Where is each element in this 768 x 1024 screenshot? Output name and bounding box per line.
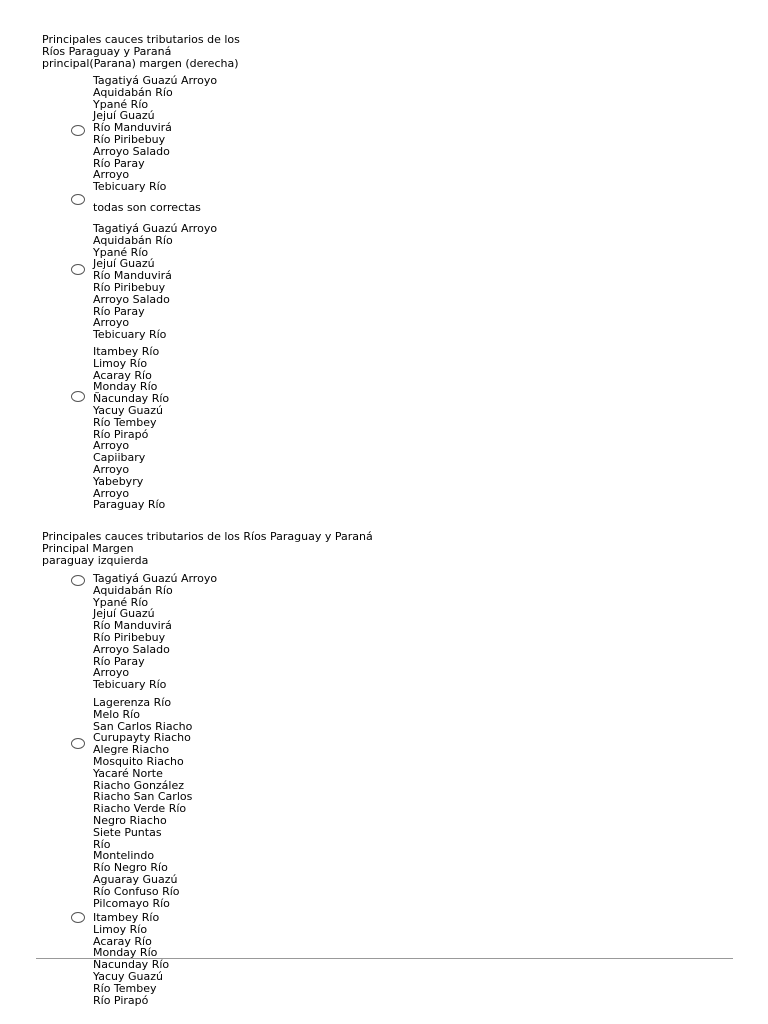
question-2-line-2: Principal Margen [42, 541, 134, 555]
question-1-line-3: principal(Parana) margen (derecha) [42, 56, 239, 70]
q1-option-1-text: Tagatiyá Guazú Arroyo Aquidabán Río Ypané Río Jejuí Guazú Río Manduvirá Río Piribebuy Arroyo Salado Río Paray Arroyo Tebicuary Río [93, 74, 218, 194]
question-1-line-1: Principales cauces tributarios de los [42, 33, 240, 46]
q1-option-2-text: todas son correctas [93, 201, 201, 214]
q2-option-1-radio[interactable] [71, 575, 85, 586]
q1-option-2-radio[interactable] [71, 194, 85, 205]
q1-option-4-radio[interactable] [71, 391, 85, 402]
q1-option-3-text: Tagatiyá Guazú Arroyo Aquidabán Río Ypané Río Jejuí Guazú Río Manduvirá Río Piribebuy Arroyo Salado Río Paray Arroyo Tebicuary Río [93, 222, 218, 342]
q1-option-3-radio[interactable] [71, 264, 85, 275]
question-2-line-1: Principales cauces tributarios de los Ríos Paraguay y Paraná [42, 530, 373, 543]
q2-option-2-radio[interactable] [71, 738, 85, 749]
q1-option-1-radio[interactable] [71, 125, 85, 136]
q2-option-3-text: Itambey Río Limoy Río Acaray Río Monday Río Ñacunday Río Yacuy Guazú Río Tembey Río Pirapó [93, 911, 170, 1007]
question-2-line-3: paraguay izquierda [42, 553, 149, 567]
question-1-line-2: Ríos Paraguay y Paraná [42, 44, 172, 58]
q1-option-4-text: Itambey Río Limoy Río Acaray Río Monday Río Ñacunday Río Yacuy Guazú Río Tembey Río Pirapó Arroyo Capiibary Arroyo Yabebyry Arroyo Paraguay Río [93, 345, 170, 512]
page-divider [36, 958, 733, 959]
q2-option-2-text: Lagerenza Río Melo Río San Carlos Riacho Curupayty Riacho Alegre Riacho Mosquito Riacho Yacaré Norte Riacho González Riacho San Carlos Riacho Verde Río Negro Riacho Siete Puntas Río Montelindo Río Negro Río Aguaray Guazú Río Confuso Río Pilcomayo Río [93, 696, 193, 910]
q2-option-1-text: Tagatiyá Guazú Arroyo Aquidabán Río Ypané Río Jejuí Guazú Río Manduvirá Río Piribebuy Arroyo Salado Río Paray Arroyo Tebicuary Río [93, 572, 218, 692]
q2-option-3-radio[interactable] [71, 912, 85, 923]
